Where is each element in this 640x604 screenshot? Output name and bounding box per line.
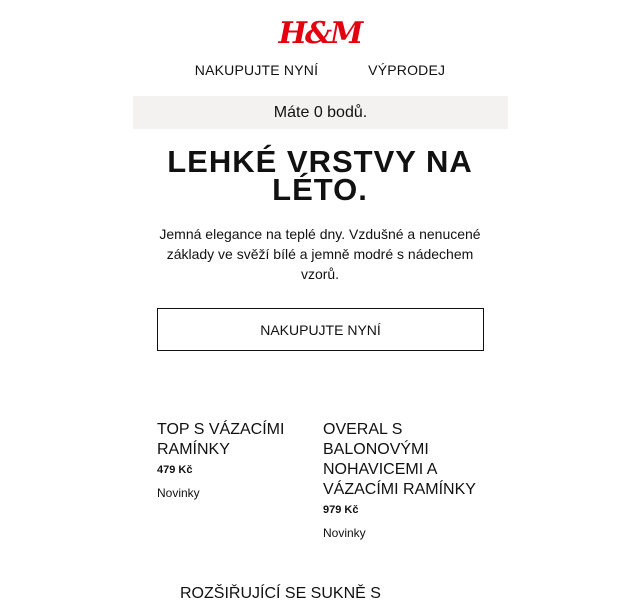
product-tag: Novinky <box>157 486 200 500</box>
hero-headline: LEHKÉ VRSTVY NA LÉTO. <box>167 144 473 207</box>
shop-now-button[interactable]: NAKUPUJTE NYNÍ <box>157 308 484 351</box>
product-card[interactable] <box>323 420 488 540</box>
product-name[interactable]: TOP S VÁZACÍMI RAMÍNKY <box>157 421 285 458</box>
product-price: 979 Kč <box>323 504 359 516</box>
hero-description: Jemná elegance na teplé dny. Vzdušné a nenucené základy ve svěží bílé a jemně modré s nádechem vzorů. <box>159 226 481 282</box>
brand-logo[interactable]: H&M <box>278 16 362 51</box>
product-price: 479 Kč <box>157 464 193 476</box>
points-banner <box>133 96 508 129</box>
nav-shop-now-link[interactable]: NAKUPUJTE NYNÍ <box>194 62 319 78</box>
product-name[interactable]: OVERAL S BALONOVÝMI NOHAVICEMI A VÁZACÍMI RAMÍNKY <box>323 421 476 498</box>
product-tag: Novinky <box>323 526 366 540</box>
section-title: ROZŠIŘUJÍCÍ SE SUKNĚ S <box>180 585 381 602</box>
points-text: Máte 0 bodů. <box>273 103 368 121</box>
main-nav <box>0 62 640 78</box>
nav-sale-link[interactable]: VÝPRODEJ <box>368 62 446 78</box>
product-card[interactable] <box>157 420 322 500</box>
